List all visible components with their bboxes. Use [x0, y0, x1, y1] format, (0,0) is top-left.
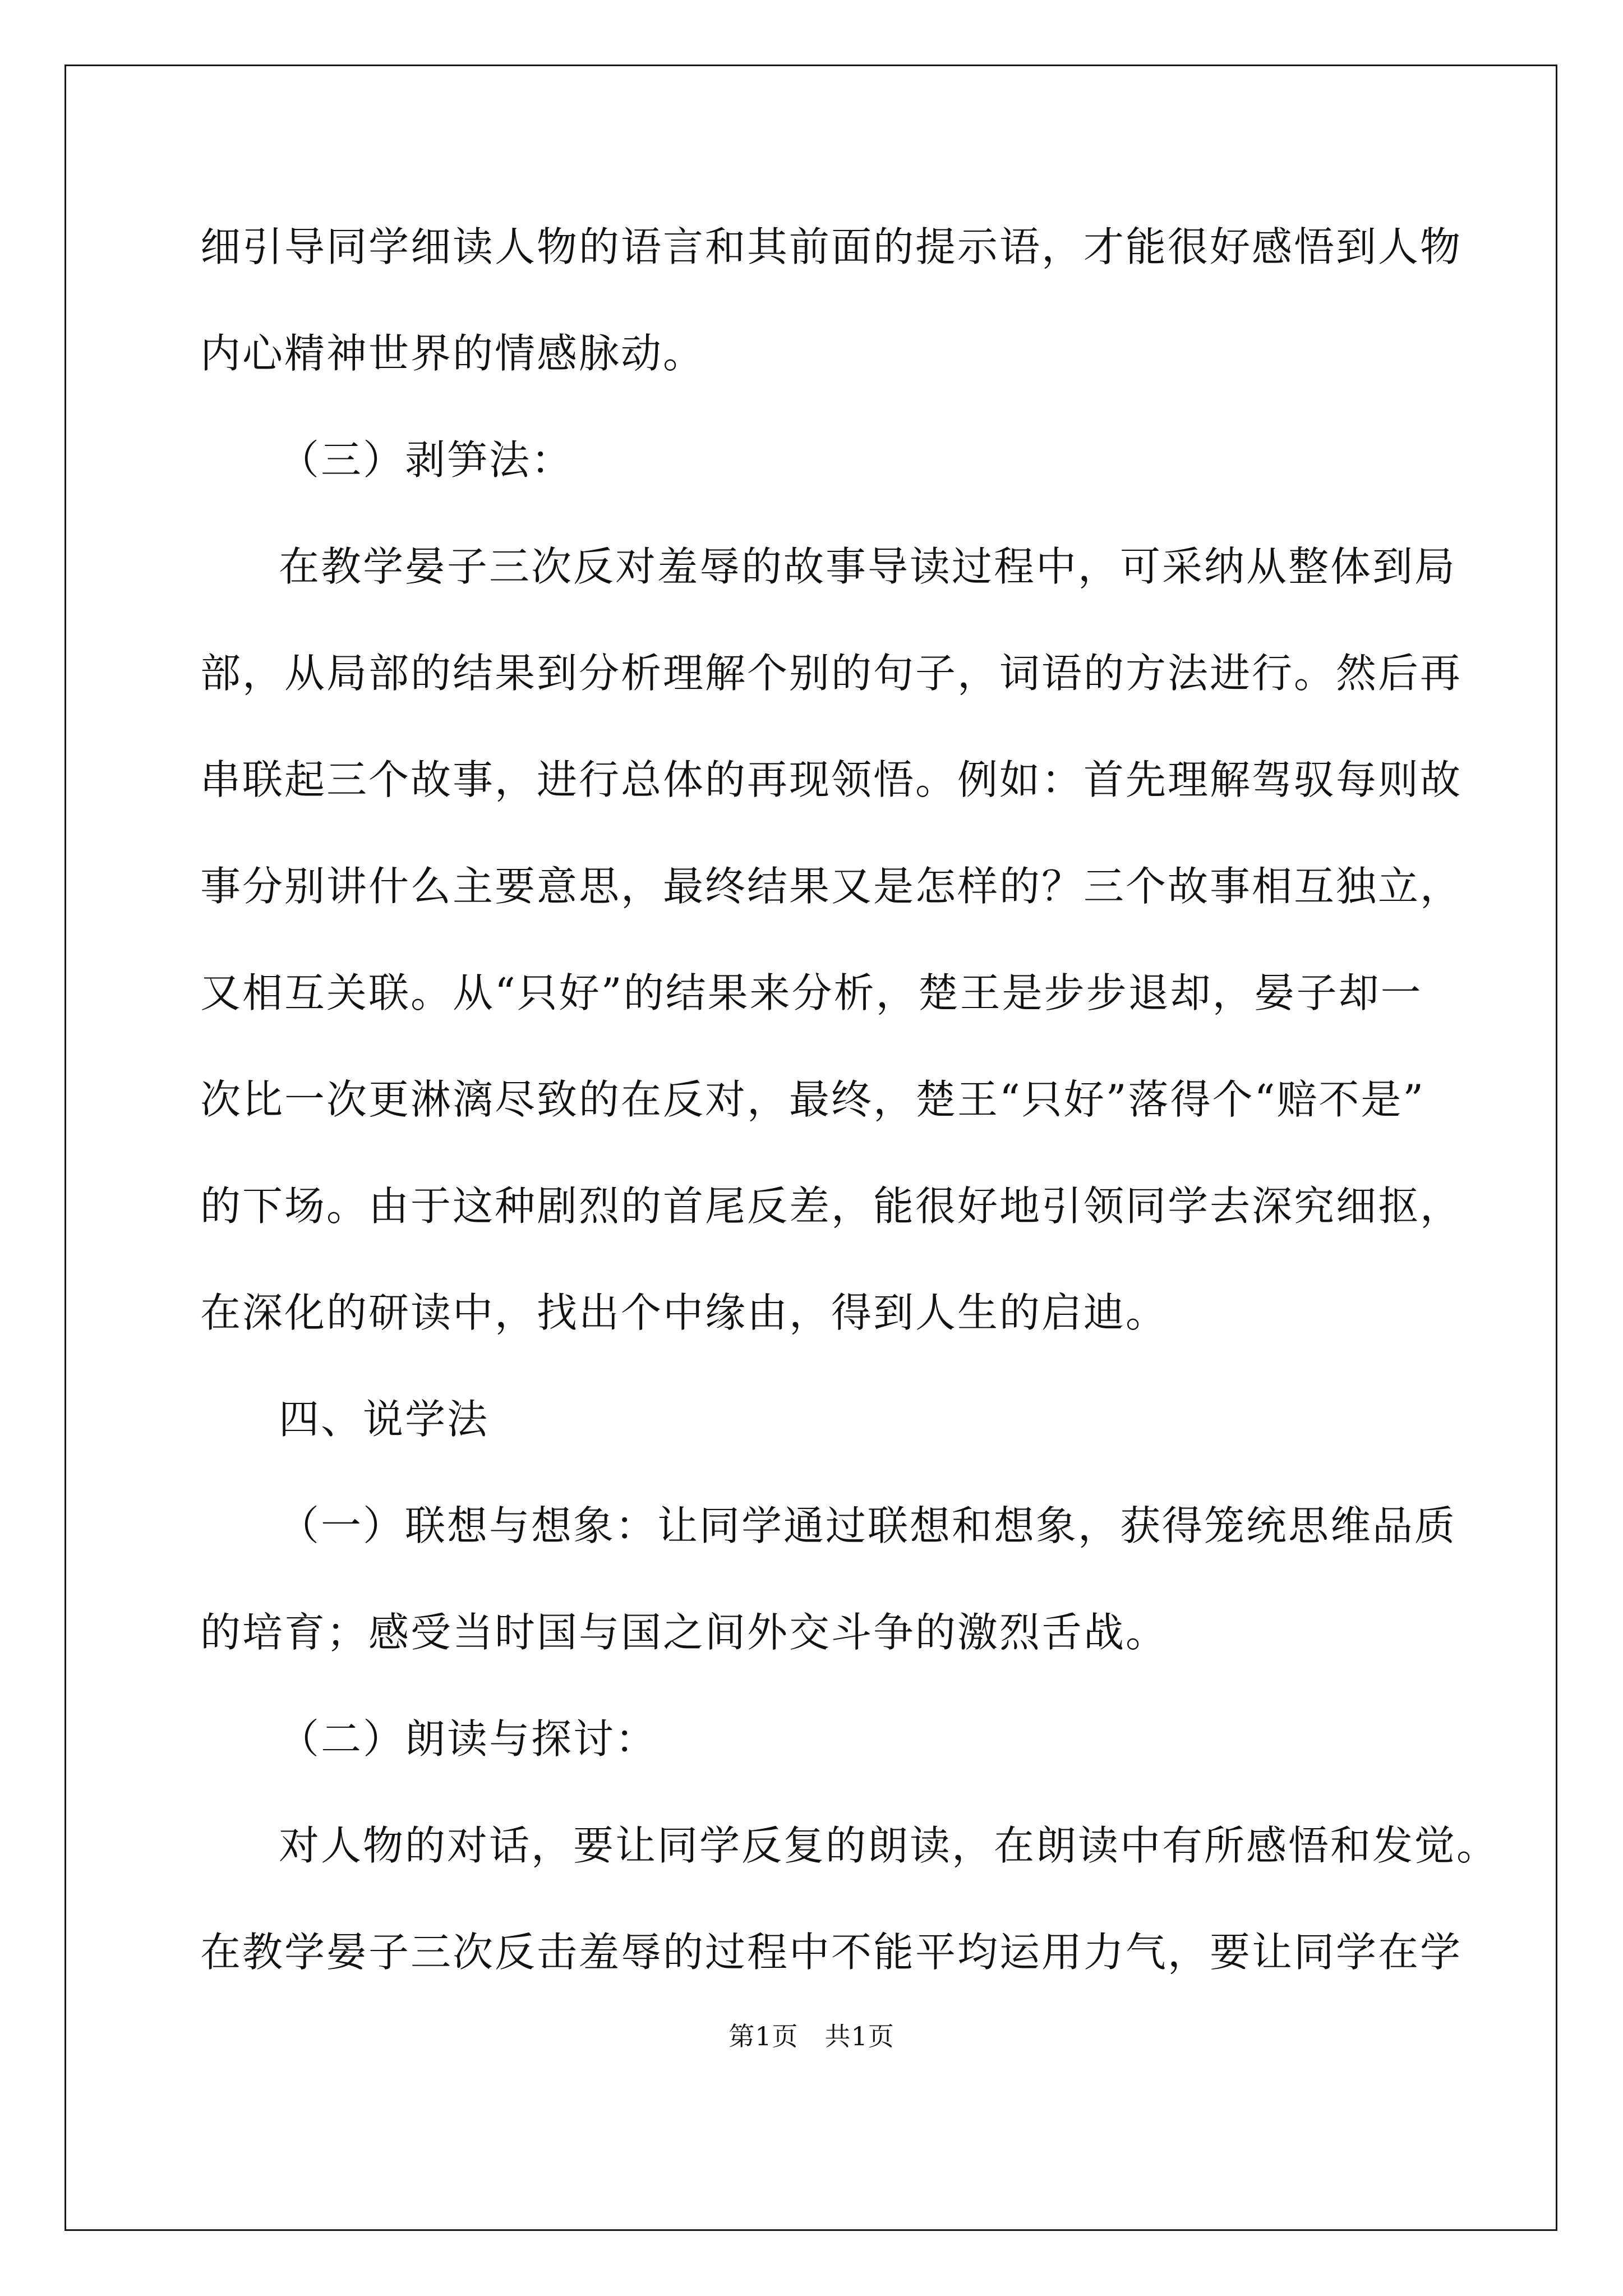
text-line-6: 串联起三个故事，进行总体的再现领悟。例如：首先理解驾驭每则故	[200, 756, 1463, 803]
text-line-8: 又相互关联。从“只好”的结果来分析，楚王是步步退却，晏子却一	[200, 969, 1423, 1016]
text-line-14: 的培育；感受当时国与国之间外交斗争的激烈舌战。	[200, 1609, 1168, 1656]
text-line-4: 在教学晏子三次反对羞辱的故事导读过程中，可采纳从整体到局	[279, 543, 1457, 590]
page-border	[64, 65, 1557, 2231]
text-line-7: 事分别讲什么主要意思，最终结果又是怎样的？三个故事相互独立，	[200, 863, 1463, 910]
subsection-heading-reading: （二）朗读与探讨：	[279, 1715, 658, 1763]
text-line-10: 的下场。由于这种剧烈的首尾反差，能很好地引领同学去深究细抠，	[200, 1182, 1463, 1230]
section-heading-peeling-method: （三）剥笋法：	[279, 436, 574, 484]
page-footer: 第1页 共1页	[728, 2021, 895, 2051]
text-line-2: 内心精神世界的情感脉动。	[200, 330, 706, 377]
text-line-1: 细引导同学细读人物的语言和其前面的提示语，才能很好感悟到人物	[200, 223, 1463, 270]
section-heading-study-methods: 四、说学法	[279, 1396, 490, 1443]
text-line-5: 部，从局部的结果到分析理解个别的句子，词语的方法进行。然后再	[200, 650, 1463, 697]
text-line-17: 在教学晏子三次反击羞辱的过程中不能平均运用力气，要让同学在学	[200, 1929, 1463, 1976]
text-line-9: 次比一次更淋漓尽致的在反对，最终，楚王“只好”落得个“赔不是”	[200, 1076, 1426, 1123]
text-line-16: 对人物的对话，要让同学反复的朗读，在朗读中有所感悟和发觉。	[279, 1822, 1499, 1869]
subsection-heading-association: （一）联想与想象：让同学通过联想和想象，获得笼统思维品质	[279, 1502, 1457, 1549]
text-line-11: 在深化的研读中，找出个中缘由，得到人生的启迪。	[200, 1289, 1168, 1336]
